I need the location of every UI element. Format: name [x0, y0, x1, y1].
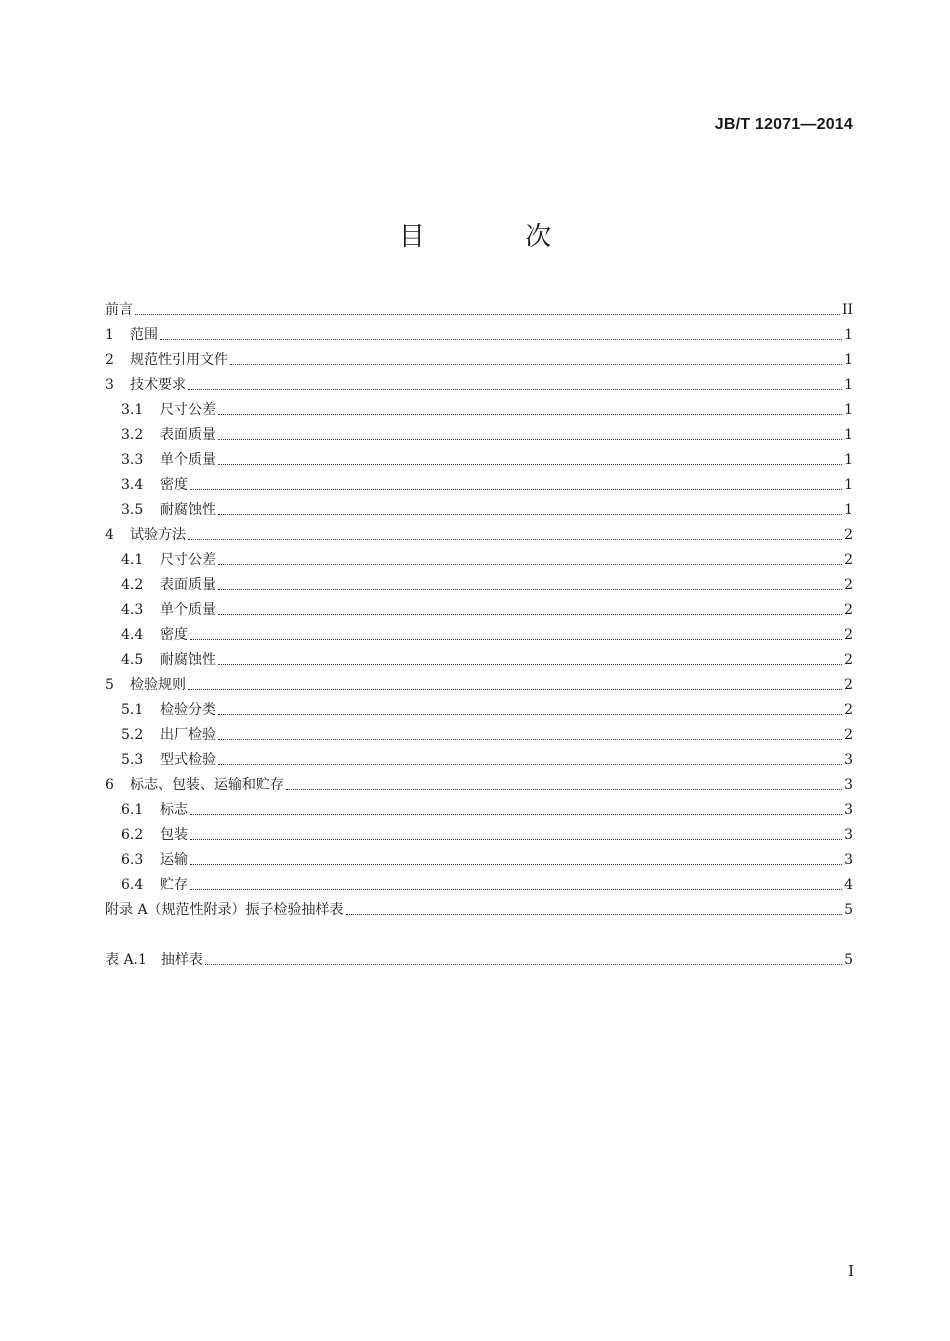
toc-entry-label: 范围	[130, 327, 158, 343]
dot-leader	[190, 639, 842, 640]
dot-leader	[205, 964, 842, 965]
toc-entry-page: 1	[844, 377, 853, 393]
toc-entry[interactable]	[105, 668, 853, 693]
toc-entry-number: 6.1	[121, 802, 144, 818]
toc-entry-label: 标志、包装、运输和贮存	[130, 777, 284, 793]
toc-entry-label: 附录 A（规范性附录）振子检验抽样表	[105, 902, 344, 918]
toc-entry-page: 1	[844, 502, 853, 518]
toc-entry[interactable]	[105, 468, 853, 493]
toc-entry[interactable]	[105, 943, 853, 968]
toc-entry-number: 5	[105, 677, 114, 693]
toc-entry[interactable]	[105, 393, 853, 418]
toc-entry[interactable]	[105, 293, 853, 318]
toc-entry-number: 3.5	[121, 502, 144, 518]
toc-entry-page: 1	[844, 427, 853, 443]
toc-entry-label: 表 A.1 抽样表	[105, 952, 203, 968]
toc-entry-page: 2	[844, 702, 853, 718]
toc-entry[interactable]	[105, 868, 853, 893]
dot-leader	[135, 314, 840, 315]
toc-entry-label: 密度	[160, 627, 188, 643]
toc-entry-page: 2	[844, 652, 853, 668]
toc-entry-number: 5.2	[121, 727, 144, 743]
dot-leader	[190, 889, 842, 890]
toc-entry-label: 技术要求	[130, 377, 186, 393]
toc-entry-number: 3.3	[121, 452, 144, 468]
toc-entry-number: 1	[105, 327, 114, 343]
toc-entry[interactable]	[105, 768, 853, 793]
toc-entry[interactable]	[105, 493, 853, 518]
toc-entry-page: 2	[844, 627, 853, 643]
toc-entry[interactable]	[105, 318, 853, 343]
toc-entry[interactable]	[105, 368, 853, 393]
toc-entry-number: 3.1	[121, 402, 144, 418]
toc-entry[interactable]	[105, 593, 853, 618]
toc-entry-page: 3	[844, 777, 853, 793]
toc-entry[interactable]	[105, 643, 853, 668]
toc-entry[interactable]	[105, 893, 853, 918]
toc-entry-label: 检验分类	[160, 702, 216, 718]
dot-leader	[190, 864, 842, 865]
toc-entry-page: 3	[844, 802, 853, 818]
toc-entry-number: 6.2	[121, 827, 144, 843]
toc-entry-page: 4	[844, 877, 853, 893]
toc-entry-label: 运输	[160, 852, 188, 868]
toc-entry-page: 1	[844, 402, 853, 418]
dot-leader	[218, 614, 842, 615]
dot-leader	[230, 364, 842, 365]
dot-leader	[218, 439, 842, 440]
toc-entry[interactable]	[105, 743, 853, 768]
dot-leader	[218, 714, 842, 715]
dot-leader	[160, 339, 842, 340]
toc-entry[interactable]	[105, 418, 853, 443]
toc-entry-label: 试验方法	[130, 527, 186, 543]
dot-leader	[188, 389, 842, 390]
dot-leader	[190, 814, 842, 815]
toc-entry-label: 尺寸公差	[160, 552, 216, 568]
toc-entry-page: 3	[844, 752, 853, 768]
toc-entry-page: 5	[844, 902, 853, 918]
toc-entry-page: 2	[844, 577, 853, 593]
toc-entry-label: 耐腐蚀性	[160, 652, 216, 668]
dot-leader	[218, 764, 842, 765]
toc-entry-number: 4.2	[121, 577, 144, 593]
toc-entry-label: 密度	[160, 477, 188, 493]
toc-entry-number: 4.1	[121, 552, 144, 568]
dot-leader	[218, 414, 842, 415]
toc-entry-number: 3.2	[121, 427, 144, 443]
toc-entry-number: 5.3	[121, 752, 144, 768]
toc-entry[interactable]	[105, 518, 853, 543]
dot-leader	[218, 514, 842, 515]
dot-leader	[188, 539, 842, 540]
toc-entry[interactable]	[105, 693, 853, 718]
dot-leader	[286, 789, 842, 790]
standard-code: JB/T 12071—2014	[714, 116, 853, 133]
toc-entry-label: 标志	[160, 802, 188, 818]
toc-entry-number: 4.4	[121, 627, 144, 643]
toc-entry[interactable]	[105, 343, 853, 368]
toc-entry-label: 前言	[105, 302, 133, 318]
toc-entry-label: 出厂检验	[160, 727, 216, 743]
dot-leader	[188, 689, 842, 690]
dot-leader	[190, 489, 842, 490]
toc-entry[interactable]	[105, 443, 853, 468]
toc-entry-page: 3	[844, 852, 853, 868]
toc-entry-page: 2	[844, 727, 853, 743]
toc-entry-label: 单个质量	[160, 452, 216, 468]
toc-entry-number: 5.1	[121, 702, 144, 718]
toc-entry-page: 1	[844, 452, 853, 468]
toc-entry-page: 1	[844, 477, 853, 493]
toc-entry-page: 5	[844, 952, 853, 968]
toc-entry-number: 6.3	[121, 852, 144, 868]
dot-leader	[218, 664, 842, 665]
toc-entry-number: 2	[105, 352, 114, 368]
toc-entry-number: 4.5	[121, 652, 144, 668]
toc-entry-label: 单个质量	[160, 602, 216, 618]
toc-entry[interactable]	[105, 618, 853, 643]
toc-entry-page: 2	[844, 602, 853, 618]
toc-entry[interactable]	[105, 568, 853, 593]
toc-title: 目 次	[398, 222, 598, 252]
toc-entry-label: 表面质量	[160, 427, 216, 443]
toc-entry-page: 2	[844, 552, 853, 568]
toc-entry-label: 型式检验	[160, 752, 216, 768]
dot-leader	[218, 564, 842, 565]
toc-entry-page: 2	[844, 677, 853, 693]
toc-entry-page: 3	[844, 827, 853, 843]
dot-leader	[190, 839, 842, 840]
page-number: I	[848, 1262, 854, 1280]
toc-entry-number: 3.4	[121, 477, 144, 493]
toc-entry[interactable]	[105, 843, 853, 868]
toc-entry-label: 包装	[160, 827, 188, 843]
toc-entry-label: 尺寸公差	[160, 402, 216, 418]
toc-entry-number: 4	[105, 527, 114, 543]
toc-entry[interactable]	[105, 793, 853, 818]
toc-entry-page: II	[841, 302, 853, 318]
toc-entry-number: 4.3	[121, 602, 144, 618]
toc-entry-number: 3	[105, 377, 114, 393]
toc-entry[interactable]	[105, 543, 853, 568]
dot-leader	[218, 589, 842, 590]
toc-entry-page: 1	[844, 327, 853, 343]
toc-entry-label: 规范性引用文件	[130, 352, 228, 368]
toc-entry-label: 检验规则	[130, 677, 186, 693]
toc-entry-label: 贮存	[160, 877, 188, 893]
toc-entry-label: 表面质量	[160, 577, 216, 593]
toc-entry-page: 2	[844, 527, 853, 543]
toc-entry[interactable]	[105, 818, 853, 843]
toc-entry-number: 6	[105, 777, 114, 793]
table-of-contents	[105, 293, 853, 968]
dot-leader	[218, 739, 842, 740]
toc-entry-number: 6.4	[121, 877, 144, 893]
dot-leader	[346, 914, 843, 915]
toc-entry-label: 耐腐蚀性	[160, 502, 216, 518]
dot-leader	[218, 464, 842, 465]
toc-entry[interactable]	[105, 718, 853, 743]
toc-entry-page: 1	[844, 352, 853, 368]
